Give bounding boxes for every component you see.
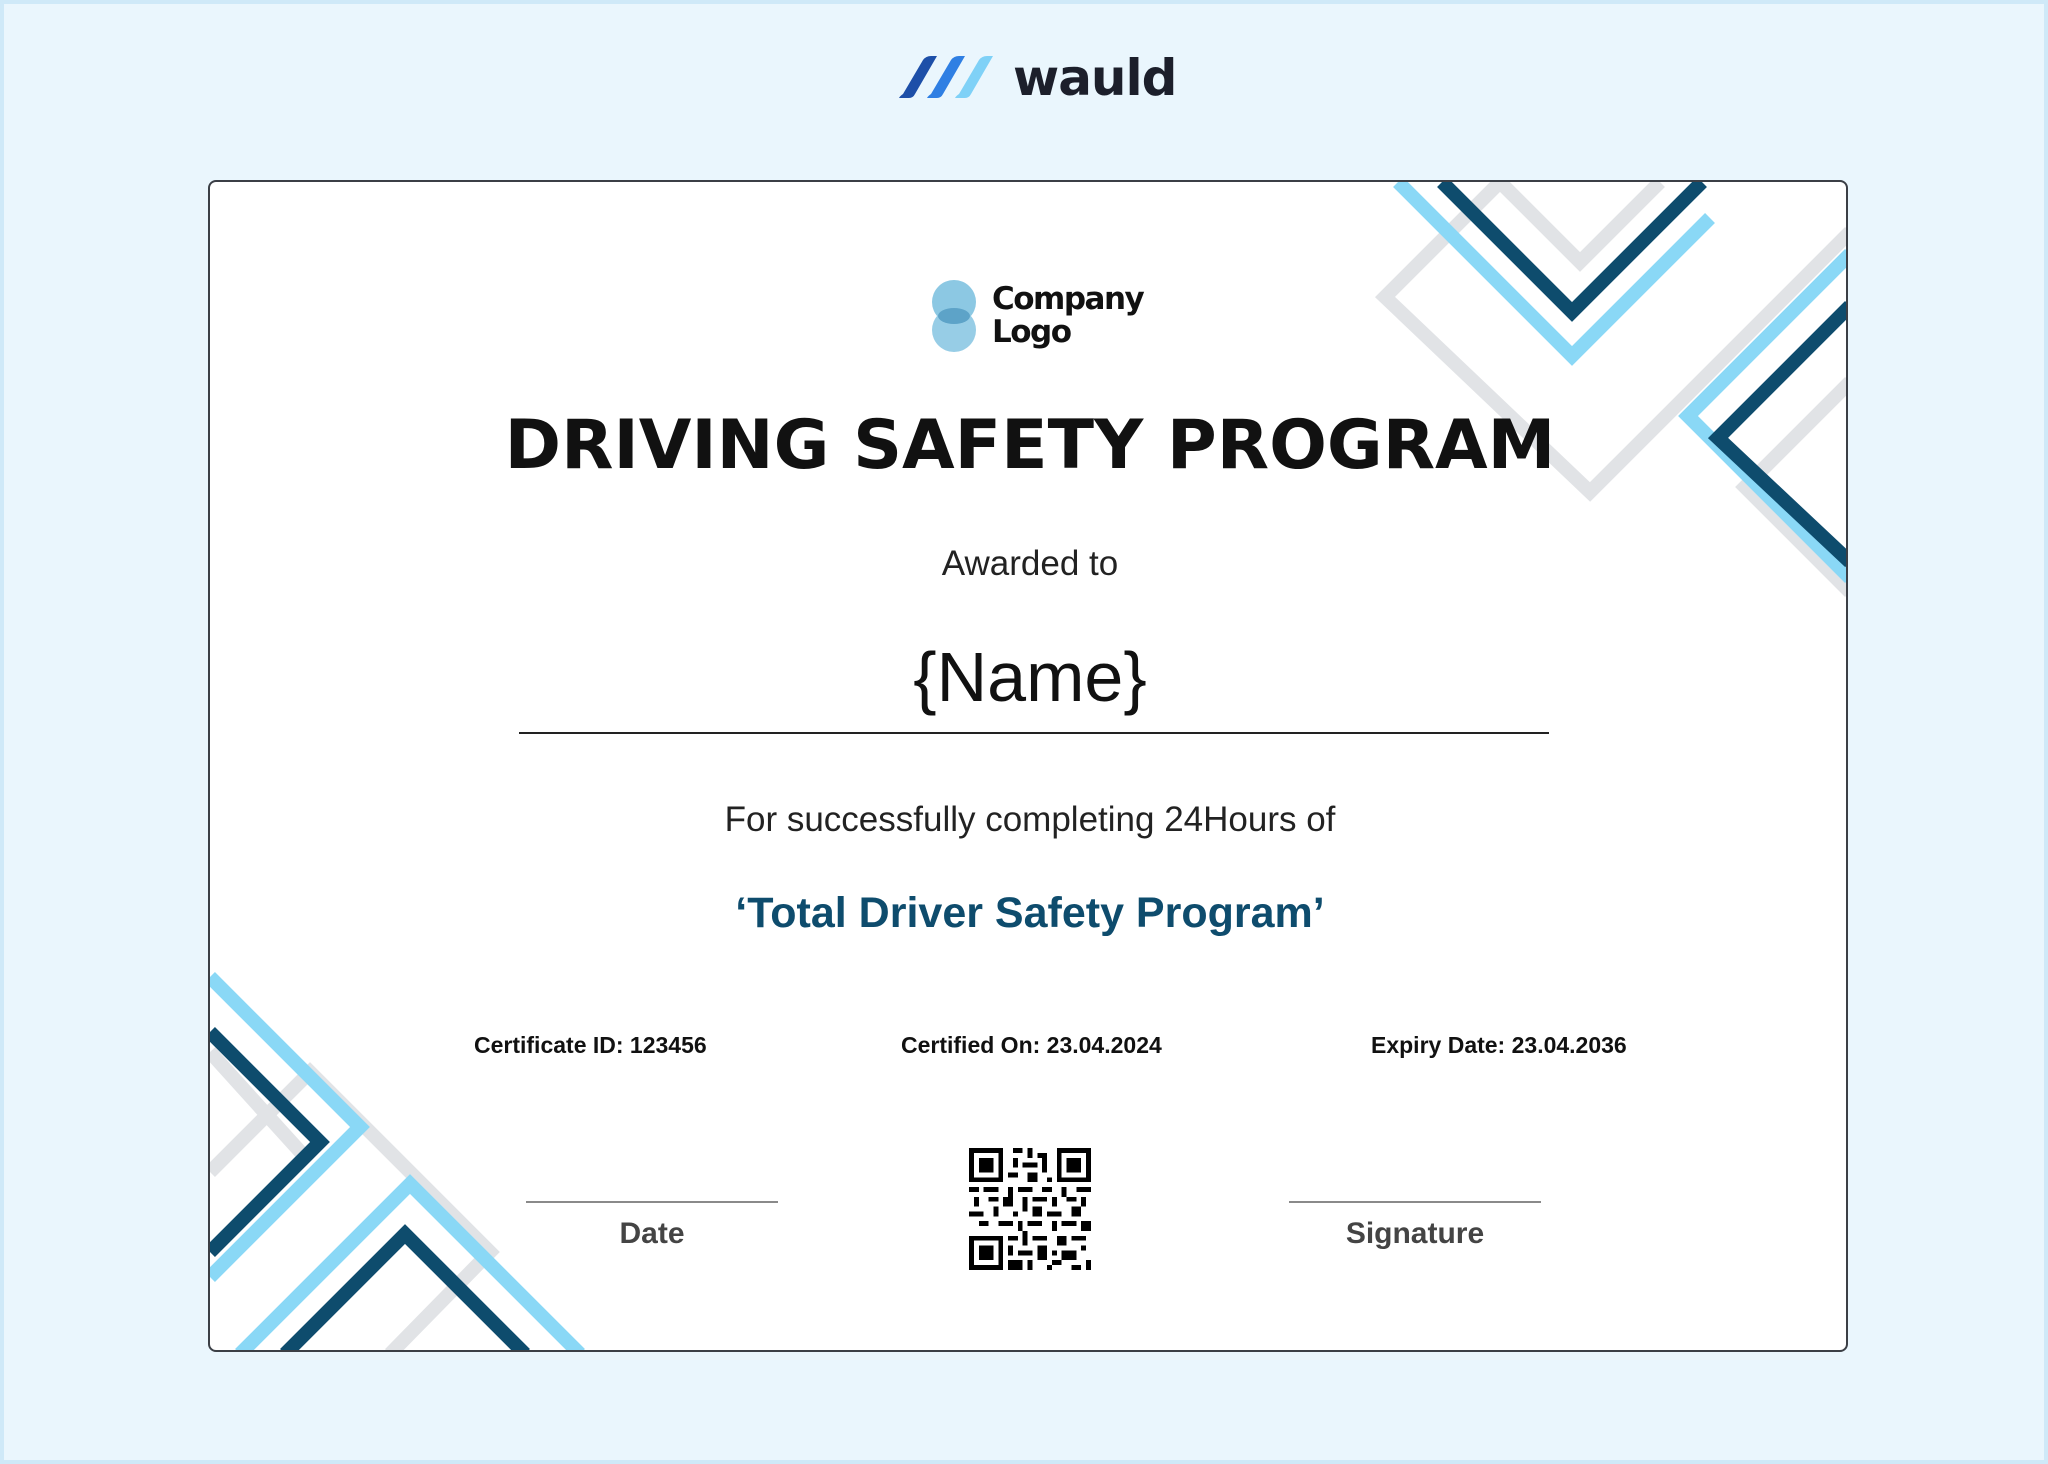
company-logo-text <box>992 283 1143 349</box>
recipient-name: {Name} <box>913 638 1147 716</box>
brand-header <box>889 44 1176 112</box>
program-name: ‘Total Driver Safety Program’ <box>735 889 1325 937</box>
wauld-logo-icon <box>889 48 1001 108</box>
completion-text: For successfully completing 24Hours of <box>724 800 1336 839</box>
name-underline <box>519 732 1549 734</box>
company-logo-icon <box>928 277 984 355</box>
certificate-id: Certificate ID: 123456 <box>474 1032 707 1058</box>
brand-name: wauld <box>1013 49 1177 107</box>
signature-line <box>1289 1201 1541 1203</box>
certificate-card <box>208 180 1848 1352</box>
company-logo <box>928 274 1143 358</box>
qr-code-icon <box>969 1148 1091 1270</box>
company-logo-line2: Logo <box>992 314 1071 350</box>
signature-label: Signature <box>1345 1217 1485 1250</box>
company-logo-line1: Company <box>992 281 1144 317</box>
date-line <box>526 1201 778 1203</box>
expiry-date: Expiry Date: 23.04.2036 <box>1371 1032 1627 1058</box>
date-label: Date <box>619 1217 685 1250</box>
certificate-title: DRIVING SAFETY PROGRAM <box>504 406 1556 485</box>
awarded-label: Awarded to <box>941 544 1119 583</box>
certified-on-date: Certified On: 23.04.2024 <box>901 1032 1162 1058</box>
